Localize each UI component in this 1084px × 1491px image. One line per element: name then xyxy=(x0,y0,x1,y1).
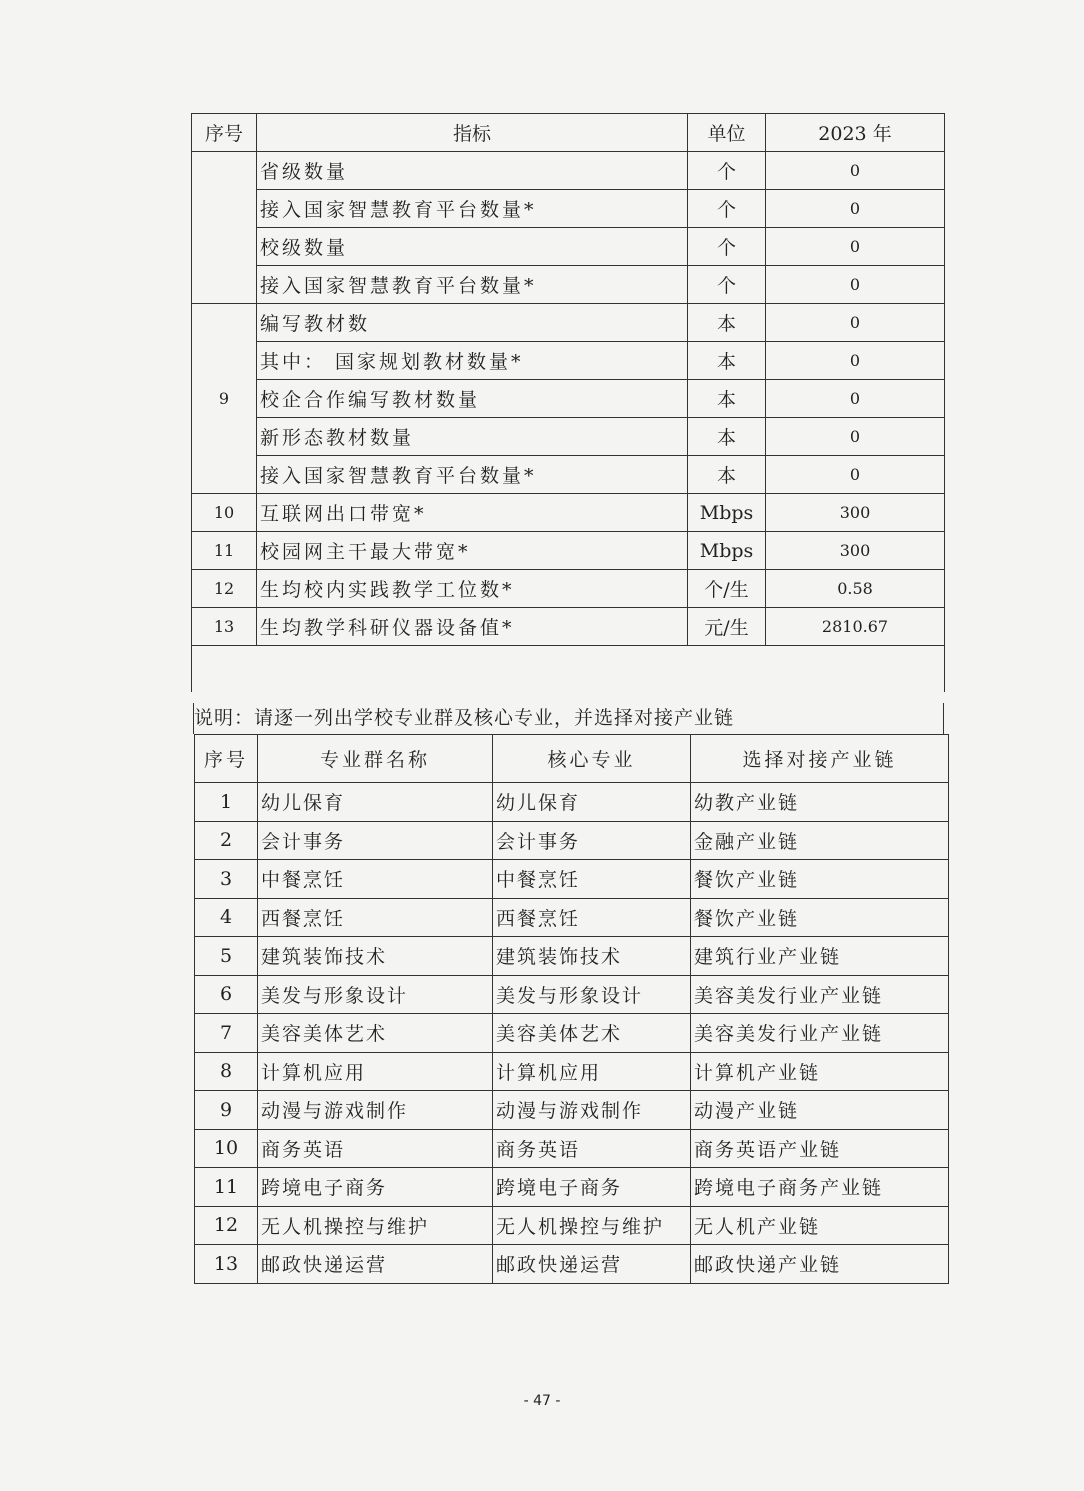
seq-cell: 8 xyxy=(195,1052,258,1091)
table-row xyxy=(195,821,949,860)
indicator-cell: 接入国家智慧教育平台数量* xyxy=(257,190,688,228)
value-cell: 0 xyxy=(766,228,945,266)
unit-cell: 本 xyxy=(688,418,766,456)
seq-cell-empty xyxy=(192,152,257,304)
indicator-cell: 其中： 国家规划教材数量* xyxy=(257,342,688,380)
value-cell: 300 xyxy=(766,494,945,532)
chain-cell: 无人机产业链 xyxy=(691,1206,949,1245)
table-row xyxy=(192,152,945,190)
group-cell: 建筑装饰技术 xyxy=(258,937,493,976)
table-row xyxy=(195,1091,949,1130)
chain-cell: 美容美发行业产业链 xyxy=(691,1014,949,1053)
seq-cell: 11 xyxy=(195,1168,258,1207)
chain-cell: 商务英语产业链 xyxy=(691,1129,949,1168)
value-cell: 0 xyxy=(766,342,945,380)
core-cell: 中餐烹饪 xyxy=(493,860,691,899)
group-cell: 美发与形象设计 xyxy=(258,975,493,1014)
chain-cell: 动漫产业链 xyxy=(691,1091,949,1130)
seq-cell: 6 xyxy=(195,975,258,1014)
indicator-cell: 校园网主干最大带宽* xyxy=(257,532,688,570)
core-cell: 商务英语 xyxy=(493,1129,691,1168)
seq-cell: 2 xyxy=(195,821,258,860)
value-cell: 300 xyxy=(766,532,945,570)
chain-cell: 建筑行业产业链 xyxy=(691,937,949,976)
group-cell: 邮政快递运营 xyxy=(258,1245,493,1284)
chain-cell: 美容美发行业产业链 xyxy=(691,975,949,1014)
value-cell: 0 xyxy=(766,380,945,418)
chain-cell: 邮政快递产业链 xyxy=(691,1245,949,1284)
header-indicator: 指标 xyxy=(257,114,688,152)
group-cell: 幼儿保育 xyxy=(258,783,493,822)
unit-cell: 个/生 xyxy=(688,570,766,608)
table-row xyxy=(195,783,949,822)
seq-cell: 7 xyxy=(195,1014,258,1053)
group-cell: 无人机操控与维护 xyxy=(258,1206,493,1245)
group-cell: 中餐烹饪 xyxy=(258,860,493,899)
core-cell: 会计事务 xyxy=(493,821,691,860)
major-rows xyxy=(195,783,949,1284)
table-row xyxy=(195,937,949,976)
core-cell: 建筑装饰技术 xyxy=(493,937,691,976)
seq-cell: 12 xyxy=(195,1206,258,1245)
indicator-cell: 编写教材数 xyxy=(257,304,688,342)
core-cell: 美容美体艺术 xyxy=(493,1014,691,1053)
unit-cell: 个 xyxy=(688,228,766,266)
seq-cell: 10 xyxy=(192,494,257,532)
table-row xyxy=(195,1014,949,1053)
seq-cell: 4 xyxy=(195,898,258,937)
table-row xyxy=(195,1245,949,1284)
core-cell: 邮政快递运营 xyxy=(493,1245,691,1284)
indicator-cell: 接入国家智慧教育平台数量* xyxy=(257,456,688,494)
chain-cell: 计算机产业链 xyxy=(691,1052,949,1091)
indicator-cell: 生均校内实践教学工位数* xyxy=(257,570,688,608)
core-cell: 无人机操控与维护 xyxy=(493,1206,691,1245)
header-unit: 单位 xyxy=(688,114,766,152)
note-text: 说明：请逐一列出学校专业群及核心专业，并选择对接产业链 xyxy=(193,703,944,734)
chain-cell: 金融产业链 xyxy=(691,821,949,860)
unit-cell: 本 xyxy=(688,342,766,380)
seq-cell: 9 xyxy=(192,304,257,494)
table-row xyxy=(195,1052,949,1091)
table-row xyxy=(195,1168,949,1207)
table-row xyxy=(195,975,949,1014)
unit-cell: 本 xyxy=(688,304,766,342)
table-row xyxy=(192,608,945,646)
seq-cell: 11 xyxy=(192,532,257,570)
indicator-cell: 接入国家智慧教育平台数量* xyxy=(257,266,688,304)
indicator-cell: 校企合作编写教材数量 xyxy=(257,380,688,418)
chain-cell: 餐饮产业链 xyxy=(691,860,949,899)
indicator-table xyxy=(191,113,945,692)
table-row xyxy=(192,266,945,304)
unit-cell: 个 xyxy=(688,152,766,190)
header-year: 2023 年 xyxy=(766,114,945,152)
header-core: 核心专业 xyxy=(493,735,691,783)
spacer-cell xyxy=(192,646,945,693)
value-cell: 0 xyxy=(766,190,945,228)
table-row xyxy=(192,418,945,456)
value-cell: 0 xyxy=(766,266,945,304)
group-cell: 动漫与游戏制作 xyxy=(258,1091,493,1130)
core-cell: 西餐烹饪 xyxy=(493,898,691,937)
table-row xyxy=(195,898,949,937)
unit-cell: 本 xyxy=(688,456,766,494)
chain-cell: 跨境电子商务产业链 xyxy=(691,1168,949,1207)
core-cell: 跨境电子商务 xyxy=(493,1168,691,1207)
header-row xyxy=(195,735,949,783)
table-row xyxy=(192,532,945,570)
chain-cell: 幼教产业链 xyxy=(691,783,949,822)
table-row xyxy=(195,1129,949,1168)
seq-cell: 13 xyxy=(192,608,257,646)
core-cell: 动漫与游戏制作 xyxy=(493,1091,691,1130)
unit-cell: Mbps xyxy=(688,494,766,532)
seq-cell: 9 xyxy=(195,1091,258,1130)
value-cell: 0 xyxy=(766,456,945,494)
unit-cell: 本 xyxy=(688,380,766,418)
unit-cell: 个 xyxy=(688,266,766,304)
table-row xyxy=(192,494,945,532)
seq-cell: 10 xyxy=(195,1129,258,1168)
indicator-cell: 互联网出口带宽* xyxy=(257,494,688,532)
group-cell: 计算机应用 xyxy=(258,1052,493,1091)
core-cell: 美发与形象设计 xyxy=(493,975,691,1014)
table-row xyxy=(192,380,945,418)
value-cell: 0 xyxy=(766,304,945,342)
indicator-cell: 生均教学科研仪器设备值* xyxy=(257,608,688,646)
table-row xyxy=(195,860,949,899)
group-cell: 跨境电子商务 xyxy=(258,1168,493,1207)
seq-cell: 12 xyxy=(192,570,257,608)
header-seq: 序号 xyxy=(192,114,257,152)
table-row xyxy=(192,342,945,380)
header-group: 专业群名称 xyxy=(258,735,493,783)
seq-cell: 1 xyxy=(195,783,258,822)
core-cell: 幼儿保育 xyxy=(493,783,691,822)
spacer-row xyxy=(192,646,945,693)
major-group-table xyxy=(194,734,949,1284)
indicator-cell: 省级数量 xyxy=(257,152,688,190)
indicator-cell: 新形态教材数量 xyxy=(257,418,688,456)
value-cell: 0 xyxy=(766,152,945,190)
chain-cell: 餐饮产业链 xyxy=(691,898,949,937)
seq-cell: 13 xyxy=(195,1245,258,1284)
table-row xyxy=(192,228,945,266)
value-cell: 2810.67 xyxy=(766,608,945,646)
core-cell: 计算机应用 xyxy=(493,1052,691,1091)
table-row xyxy=(192,456,945,494)
unit-cell: 元/生 xyxy=(688,608,766,646)
header-seq: 序号 xyxy=(195,735,258,783)
group-cell: 商务英语 xyxy=(258,1129,493,1168)
value-cell: 0 xyxy=(766,418,945,456)
unit-cell: 个 xyxy=(688,190,766,228)
indicator-cell: 校级数量 xyxy=(257,228,688,266)
table-row xyxy=(192,570,945,608)
seq-cell: 5 xyxy=(195,937,258,976)
seq-cell: 3 xyxy=(195,860,258,899)
group-cell: 美容美体艺术 xyxy=(258,1014,493,1053)
group-cell: 西餐烹饪 xyxy=(258,898,493,937)
value-cell: 0.58 xyxy=(766,570,945,608)
page-number: - 47 - xyxy=(523,1393,561,1409)
header-chain: 选择对接产业链 xyxy=(691,735,949,783)
table-row xyxy=(195,1206,949,1245)
header-row xyxy=(192,114,945,152)
group-cell: 会计事务 xyxy=(258,821,493,860)
unit-cell: Mbps xyxy=(688,532,766,570)
table-row xyxy=(192,190,945,228)
table-row xyxy=(192,304,945,342)
